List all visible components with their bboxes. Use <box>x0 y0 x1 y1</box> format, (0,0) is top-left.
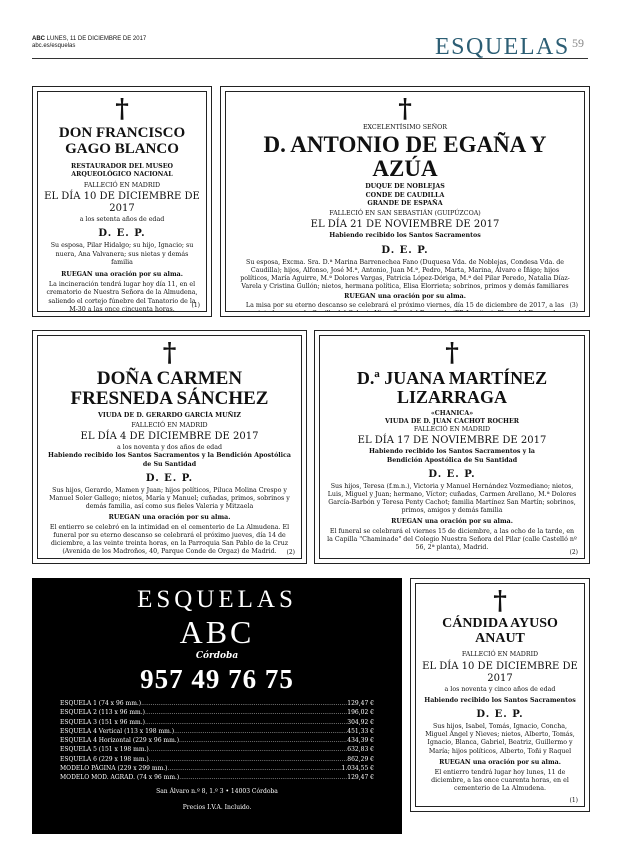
price-row: ESQUELA 2 (113 x 96 mm.) ..... 196,02 € <box>60 708 374 717</box>
ad-title: ESQUELAS <box>137 586 297 613</box>
ad-tax-note: Precios I.V.A. Incluido. <box>182 803 252 811</box>
dep: D. E. P. <box>98 228 146 240</box>
age: a los setenta años de edad <box>79 216 165 224</box>
esquelas-advert <box>32 578 402 834</box>
prayer-request: RUEGAN una oración por su alma. <box>61 270 183 278</box>
death-place: FALLECIÓ EN MADRID <box>131 422 208 430</box>
prayer-request: RUEGAN una oración por su alma. <box>391 517 513 525</box>
family: Sus hijos, Isabel, Tomás, Ignacio, Concha, Miguel Ángel y Nieves; nietos, Alberto, Tomás, Ignacio, Blanca, Gabriel, Beatriz, Guillermo y María; hijos políticos, Alberto, Toñi y Raquel <box>425 722 575 755</box>
price-row: ESQUELA 4 Vertical (113 x 198 mm.) ..... 451,33 € <box>60 727 374 736</box>
prayer-request: RUEGAN una oración por su alma. <box>439 758 561 766</box>
noble-title-3: GRANDE DE ESPAÑA <box>367 199 443 207</box>
cross-icon: † <box>398 94 412 124</box>
death-place: FALLECIÓ EN MADRID <box>83 181 161 189</box>
header-meta <box>32 36 146 50</box>
price-row: MODELO MOD. AGRAD. (74 x 96 mm.) ..... 129,47 € <box>60 773 374 782</box>
funeral-info: El entierro se celebró en la intimidad en el cementerio de La Almudena. El funeral por su eterno descanso se celebrará el próximo jueves, día 14 de diciembre, a las veinte treinta horas, en la Parroquia San Pablo de la Cruz (Avenida de los Madroños, 40, Parque Conde de Orgaz) de Madrid. <box>49 523 290 556</box>
honorific: EXCELENTÍSIMO SEÑOR <box>362 124 448 131</box>
funeral-info: El entierro tendrá lugar hoy lunes, 11 de diciembre, a las once cuarenta horas, en el cementerio de La Almudena. <box>431 769 569 793</box>
ad-phone[interactable]: 957 49 76 75 <box>140 664 294 694</box>
obituary-francisco-gago <box>32 86 212 317</box>
family: Sus hijos, Teresa (f.m.n.), Victoria y Manuel Hernández Vozmediano; nietos, Luis, Miguel y Juan; hermano, Víctor; cuñadas, Carmen Arellano, M.ª Dolores García-Barbón y Teresa Penty Cachot; familia Martínez San Martín; sobrinos, primos, amigos y demás familia <box>327 482 577 515</box>
sacraments: Habiendo recibido los Santos Sacramentos <box>424 696 576 704</box>
paper-name: ABC <box>32 36 45 42</box>
sacraments: Habiendo recibido los Santos Sacramentos <box>329 232 481 240</box>
header-divider <box>32 58 588 59</box>
sacraments: Habiendo recibido los Santos Sacramentos y la Bendición Apostólica de Su Santidad <box>368 448 535 464</box>
dep: D. E. P. <box>145 472 194 484</box>
cross-icon: † <box>162 338 177 368</box>
noble-title-2: CONDE DE CAUDILLA <box>365 191 445 199</box>
funeral-info: El funeral se celebrará el viernes 15 de diciembre, a las ocho de la tarde, en la Capilla "Chaminade" del Colegio Nuestra Señora del Pilar (calle Castelló nº 56, 2ª planta), Madrid. <box>327 527 577 552</box>
dep: D. E. P. <box>381 244 429 256</box>
ad-address: San Álvaro n.º 8, 1.º 3 • 14003 Córdoba <box>156 787 278 795</box>
death-date: EL DÍA 21 DE NOVIEMBRE DE 2017 <box>310 219 500 231</box>
ref-number: (1) <box>569 797 578 804</box>
cross-icon: † <box>445 338 459 368</box>
family: Su esposa, Pilar Hidalgo; su hijo, Ignacio; su nuera, Ana Valvanera; sus nietas y demás familia <box>50 242 194 266</box>
ref-number: (2) <box>286 549 295 556</box>
death-date: EL DÍA 4 DE DICIEMBRE DE 2017 <box>80 431 259 443</box>
obituary-juana-martinez <box>314 330 590 564</box>
issue-date: LUNES, 11 DE DICIEMBRE DE 2017 <box>46 36 147 42</box>
obituary-carmen-fresneda <box>32 330 307 564</box>
cross-icon: † <box>493 586 507 616</box>
obituary-antonio-egana <box>220 86 590 317</box>
ref-number: (2) <box>569 549 578 556</box>
price-row: ESQUELA 1 (74 x 96 mm.) ..... 129,47 € <box>60 699 374 708</box>
funeral-info: La misa por su eterno descanso se celebrará el próximo viernes, día 15 de diciembre de 2017, a las <box>245 301 565 309</box>
price-row: ESQUELA 4 Horizontal (229 x 96 mm.) ..... 434,39 € <box>60 736 374 745</box>
page-number: 59 <box>572 36 584 50</box>
death-place: FALLECIÓ EN MADRID <box>413 426 491 434</box>
price-row: MODELO PÁGINA (229 x 299 mm.) ..... 1.034,55 € <box>60 764 374 773</box>
price-row: ESQUELA 3 (151 x 96 mm.) ..... 304,92 € <box>60 718 374 727</box>
family: Sus hijos, Gerardo, Mamen y Juan; hijos políticos, Piluca Molina Crespo y Manuel Soler Gallego; nietos, María y Manuel; cuñadas, primos, sobrinos y demás familia, así como sus fieles Valeria y Mitzaela <box>49 486 290 511</box>
price-row: ESQUELA 5 (151 x 198 mm.) ..... 632,83 € <box>60 745 374 754</box>
deceased-title: RESTAURADOR DEL MUSEO ARQUEOLÓGICO NACIONAL <box>71 162 173 178</box>
deceased-name: DON FRANCISCO GAGO BLANCO <box>58 125 186 157</box>
deceased-name: D. ANTONIO DE EGAÑA Y AZÚA <box>263 132 547 182</box>
site-link[interactable]: abc.es/esquelas <box>32 43 76 49</box>
ref-number: (3) <box>569 302 578 309</box>
noble-title-1: DUQUE DE NOBLEJAS <box>365 183 445 191</box>
funeral-info: La incineración tendrá lugar hoy día 11, en el crematorio de Nuestra Señora de la Almudena, saliendo el cortejo fúnebre del Tanatorio de la M-30 a las once cincuenta horas. <box>46 281 198 312</box>
obituary-candida-ayuso <box>410 578 590 812</box>
dep: D. E. P. <box>428 468 476 480</box>
nickname: «CHANICA» <box>430 409 474 417</box>
dep: D. E. P. <box>476 708 524 720</box>
age: a los noventa y dos años de edad <box>116 444 222 452</box>
death-place: FALLECIÓ EN MADRID <box>461 651 539 659</box>
ad-city: Córdoba <box>195 651 239 661</box>
death-date: EL DÍA 10 DE DICIEMBRE DE 2017 <box>44 191 200 215</box>
age: a los noventa y cinco años de edad <box>444 685 556 693</box>
section-title: ESQUELAS <box>435 34 570 60</box>
ad-brand: ABC <box>179 614 255 650</box>
family: Su esposa, Excma. Sra. D.ª Marina Barrenechea Fano (Duquesa Vda. de Noblejas, Condesa Vda. de Caudilla); hijos, Alfonso, José M.ª, Antonio, Juan M.ª, Pedro, Marta, Marina, Álvaro e Íñigo; hijos políticos, María Aguirre, M.ª Dolores Vargas, Patricia López-Dóriga, M.ª del Pilar Peredo, Natalia Díaz-Varela y Cristina Gullón; nietos, hermana política, Elisa Elorrieta; sobrinos, primos y demás familiares <box>240 258 570 291</box>
death-place: FALLECIÓ EN SAN SEBASTIÁN (GUIPÚZCOA) <box>329 210 481 218</box>
deceased-name: DOÑA CARMEN FRESNEDA SÁNCHEZ <box>70 368 269 409</box>
prayer-request: RUEGAN una oración por su alma. <box>344 293 466 301</box>
sacraments: Habiendo recibido los Santos Sacramentos y la Bendición Apostólica de Su Santidad <box>48 452 291 468</box>
deceased-title: VIUDA DE D. GERARDO GARCÍA MUÑIZ <box>98 411 241 419</box>
deceased-name: D.ª JUANA MARTÍNEZ LIZARRAGA <box>356 368 548 407</box>
death-date: EL DÍA 10 DE DICIEMBRE DE 2017 <box>422 660 578 684</box>
cross-icon: † <box>115 94 129 124</box>
prayer-request: RUEGAN una oración por su alma. <box>108 513 231 521</box>
price-list <box>60 699 374 783</box>
deceased-name: CÁNDIDA AYUSO ANAUT <box>442 616 558 646</box>
death-date: EL DÍA 17 DE NOVIEMBRE DE 2017 <box>357 435 547 447</box>
price-row: ESQUELA 6 (229 x 198 mm.) ..... 862,29 € <box>60 755 374 764</box>
ref-number: (1) <box>191 302 200 309</box>
deceased-title: VIUDA DE D. JUAN CACHOT ROCHER <box>385 417 519 425</box>
